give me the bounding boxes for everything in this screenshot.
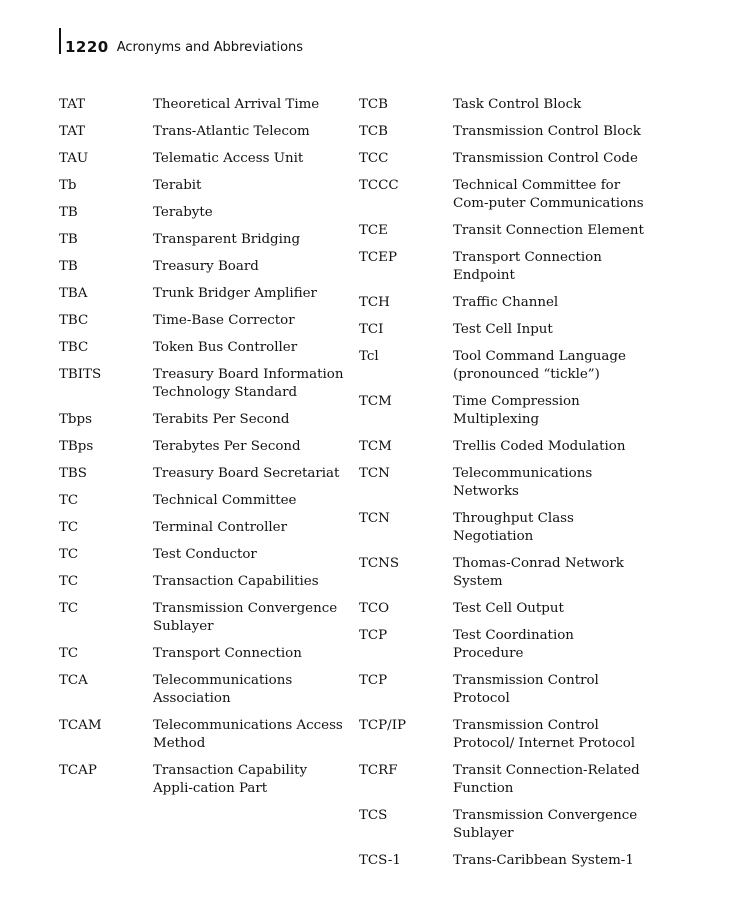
definition: Throughput Class Negotiation (453, 511, 574, 544)
glossary-entry (359, 600, 659, 618)
glossary-entry (59, 519, 359, 537)
glossary-entry (359, 321, 659, 339)
acronym: TBC (59, 313, 89, 328)
acronym: Tcl (359, 349, 379, 364)
glossary-entry (359, 510, 659, 546)
definition: Terabit (153, 178, 202, 193)
acronym: TCH (359, 295, 390, 310)
definition: Transport Connection (153, 646, 302, 661)
glossary-entry (359, 222, 659, 240)
acronym: TC (59, 493, 79, 508)
definition: Transmission Convergence Sublayer (153, 601, 338, 634)
definition: Telecommunications Association (153, 673, 293, 706)
definition: Trans-Caribbean System-1 (453, 853, 634, 868)
glossary-entry (359, 672, 659, 708)
glossary-entry (359, 249, 659, 285)
definition: Test Coordination Procedure (453, 628, 574, 661)
glossary-entry (59, 645, 359, 663)
acronym: TCE (359, 223, 388, 238)
acronym: TBS (59, 466, 87, 481)
acronym: TCM (359, 394, 392, 409)
acronym: TCNS (359, 556, 400, 571)
acronym: TCO (359, 601, 390, 616)
acronym: TAT (59, 124, 86, 139)
definition: Test Cell Input (453, 322, 553, 337)
definition: Terabits Per Second (153, 412, 290, 427)
glossary-entry (359, 294, 659, 312)
definition: Technical Committee (153, 493, 297, 508)
definition: Time Compression Multiplexing (453, 394, 580, 427)
definition: Transaction Capabilities (153, 574, 319, 589)
definition: Transmission Control Protocol/ Internet Protocol (453, 718, 636, 751)
definition: Technical Committee for Com-puter Communications (453, 178, 644, 211)
acronym: TCEP (359, 250, 397, 265)
glossary-entry (59, 231, 359, 249)
acronym: TBC (59, 340, 89, 355)
glossary-entry (59, 762, 359, 798)
page-number: 1220 (65, 38, 109, 56)
glossary-entry (59, 258, 359, 276)
acronym: TCP/IP (359, 718, 406, 733)
definition: Test Conductor (153, 547, 257, 562)
definition: Theoretical Arrival Time (153, 97, 320, 112)
definition: Treasury Board (153, 259, 259, 274)
definition: Tool Command Language (pronounced “tickle”) (453, 349, 626, 382)
definition: Time-Base Corrector (153, 313, 295, 328)
acronym: TCRF (359, 763, 398, 778)
acronym: TB (59, 232, 78, 247)
glossary-entry (359, 438, 659, 456)
glossary-entry (59, 285, 359, 303)
definition: Task Control Block (453, 97, 582, 112)
header-rule (59, 28, 61, 54)
definition: Transmission Control Block (453, 124, 641, 139)
definition: Terminal Controller (153, 520, 288, 535)
glossary-entry (359, 852, 659, 870)
glossary-entry (59, 150, 359, 168)
acronym: TC (59, 520, 79, 535)
glossary-entry (59, 438, 359, 456)
definition: Trans-Atlantic Telecom (153, 124, 310, 139)
glossary-entry (359, 123, 659, 141)
acronym: TCN (359, 511, 390, 526)
acronym: TCS (359, 808, 388, 823)
definition: Traffic Channel (453, 295, 559, 310)
acronym: TCAM (59, 718, 102, 733)
glossary-entry (359, 627, 659, 663)
glossary-entry (59, 492, 359, 510)
acronym: TCCC (359, 178, 399, 193)
acronym: TCC (359, 151, 389, 166)
glossary-entry (59, 204, 359, 222)
definition: Transit Connection Element (453, 223, 644, 238)
definition: Transmission Control Code (453, 151, 638, 166)
glossary-entry (359, 555, 659, 591)
definition: Treasury Board Information Technology Standard (153, 367, 344, 400)
glossary-entry (59, 411, 359, 429)
glossary-entry (359, 393, 659, 429)
glossary-entry (59, 312, 359, 330)
acronym: TCP (359, 628, 388, 643)
acronym: TCB (359, 97, 389, 112)
acronym: TCI (359, 322, 384, 337)
definition: Transit Connection-Related Function (453, 763, 640, 796)
definition: Thomas-Conrad Network System (453, 556, 624, 589)
glossary-entry (359, 465, 659, 501)
glossary-entry (59, 366, 359, 402)
glossary-entry (59, 573, 359, 591)
acronym: TCAP (59, 763, 97, 778)
definition: Trunk Bridger Amplifier (153, 286, 317, 301)
glossary-entry (359, 717, 659, 753)
acronym: TCA (59, 673, 88, 688)
acronym: TBA (59, 286, 88, 301)
definition: Transport Connection Endpoint (453, 250, 602, 283)
definition: Transmission Control Protocol (453, 673, 599, 706)
glossary-entry (59, 177, 359, 195)
acronym: TC (59, 601, 79, 616)
acronym: TBITS (59, 367, 102, 382)
glossary-entry (59, 546, 359, 564)
definition: Telecommunications Access Method (153, 718, 343, 751)
glossary-entry (359, 150, 659, 168)
acronym: Tb (59, 178, 77, 193)
glossary-entry (59, 600, 359, 636)
definition: Transmission Convergence Sublayer (453, 808, 638, 841)
acronym: TCS-1 (359, 853, 401, 868)
right-column (359, 96, 659, 879)
definition: Terabytes Per Second (153, 439, 301, 454)
definition: Treasury Board Secretariat (153, 466, 340, 481)
glossary-entry (359, 807, 659, 843)
glossary-entry (359, 762, 659, 798)
definition: Transparent Bridging (153, 232, 301, 247)
glossary-entry (359, 177, 659, 213)
acronym: TC (59, 547, 79, 562)
acronym: TB (59, 205, 78, 220)
definition: Telematic Access Unit (153, 151, 304, 166)
definition: Transaction Capability Appli-cation Part (153, 763, 308, 796)
glossary-entry (59, 672, 359, 708)
glossary-entry (359, 96, 659, 114)
glossary-entry (59, 339, 359, 357)
glossary-entry (59, 465, 359, 483)
acronym: TCP (359, 673, 388, 688)
glossary-entry (359, 348, 659, 384)
running-title: Acronyms and Abbreviations (116, 40, 304, 55)
acronym: TBps (59, 439, 94, 454)
acronym: TAT (59, 97, 86, 112)
definition: Token Bus Controller (153, 340, 298, 355)
acronym: TAU (59, 151, 89, 166)
left-column (59, 96, 359, 807)
glossary-entry (59, 717, 359, 753)
glossary-entry (59, 123, 359, 141)
acronym: TCB (359, 124, 389, 139)
definition: Test Cell Output (453, 601, 564, 616)
acronym: TC (59, 574, 79, 589)
acronym: TCN (359, 466, 390, 481)
acronym: TCM (359, 439, 392, 454)
glossary-entry (59, 96, 359, 114)
acronym: TB (59, 259, 78, 274)
page-header (59, 28, 303, 54)
acronym: TC (59, 646, 79, 661)
definition: Trellis Coded Modulation (453, 439, 626, 454)
acronym: Tbps (59, 412, 92, 427)
definition: Terabyte (153, 205, 213, 220)
definition: Telecommunications Networks (453, 466, 593, 499)
